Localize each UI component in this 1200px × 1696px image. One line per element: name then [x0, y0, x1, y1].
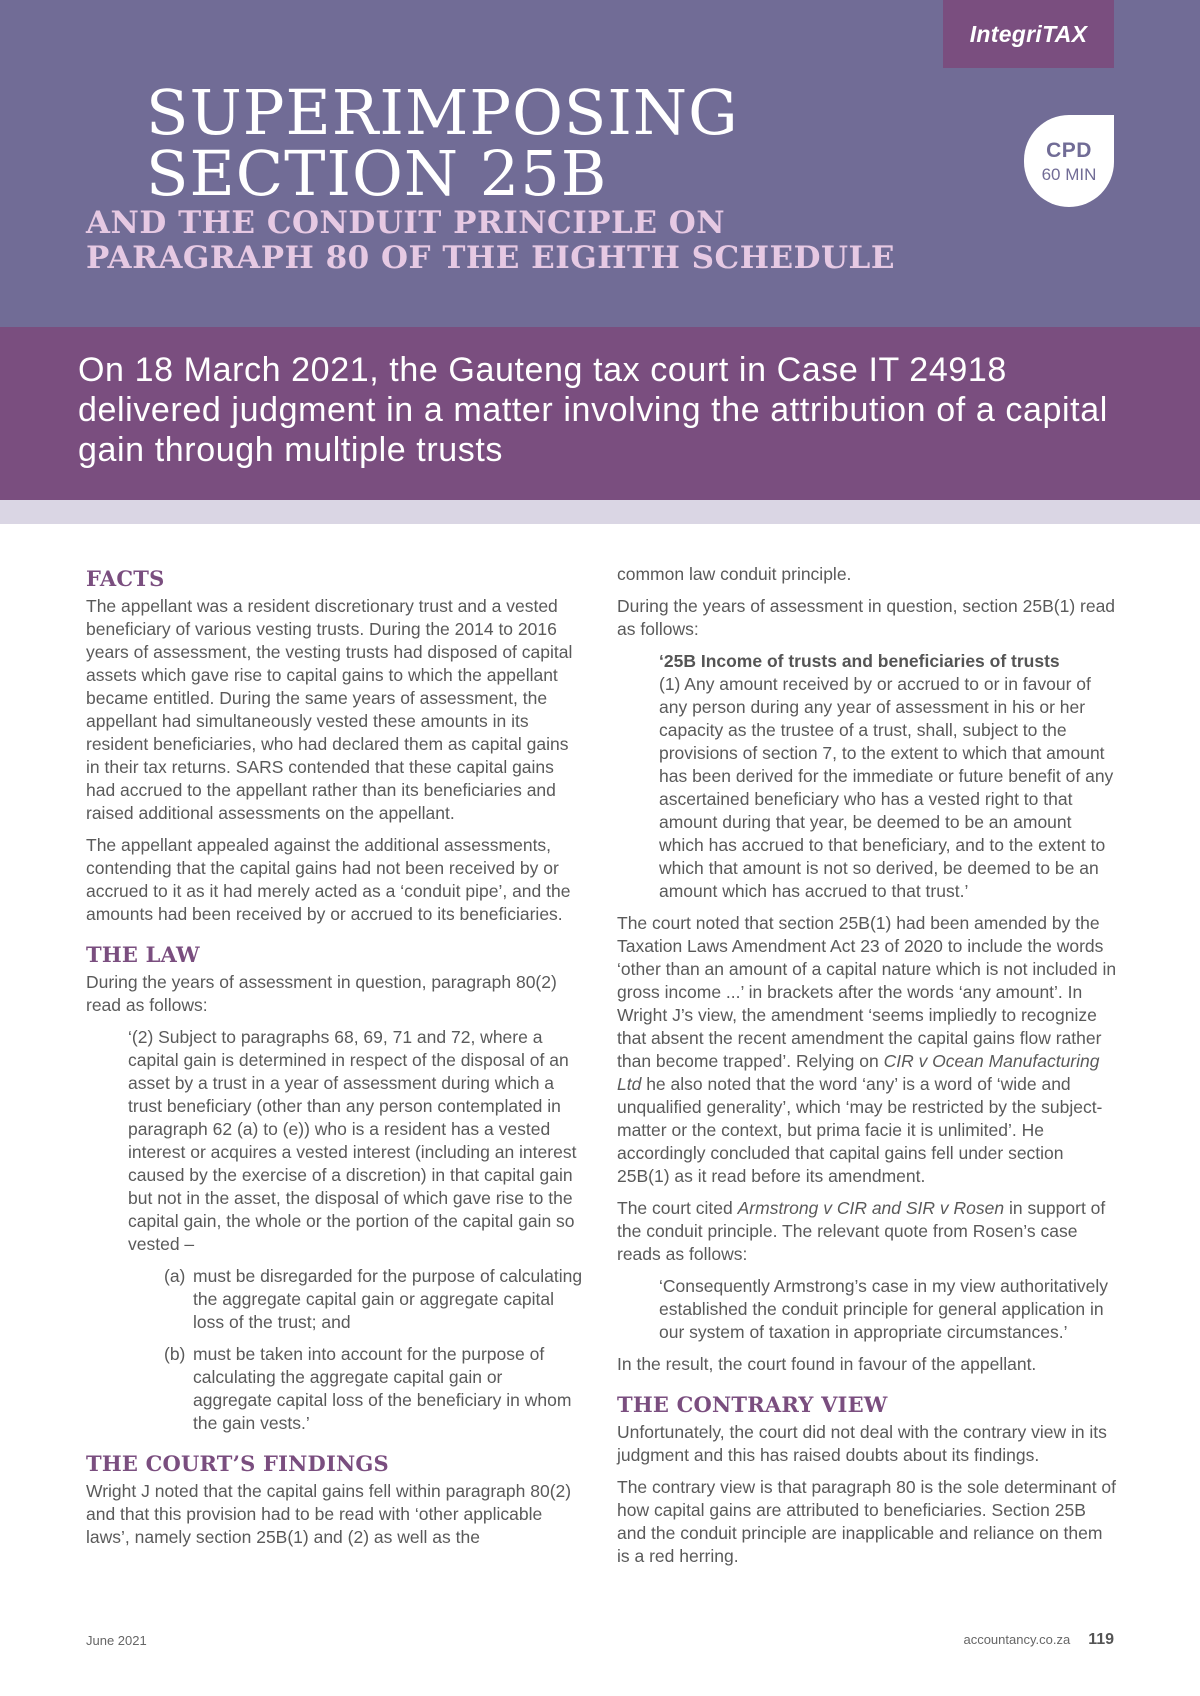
- section-25b-quote-title: ‘25B Income of trusts and beneficiaries of trusts: [659, 651, 1060, 671]
- facts-heading: FACTS: [86, 566, 165, 591]
- rosen-quote: ‘Consequently Armstrong’s case in my view authoritatively established the conduit principle for general application in our system of taxation in appropriate circumstances.’: [659, 1276, 1109, 1342]
- contrary-heading: THE CONTRARY VIEW: [617, 1392, 888, 1417]
- amendment-text-2: he also noted that the word ‘any’ is a word of ‘wide and unqualified generality’, which ‘may be restricted by the subject-matter or the context, but prima facie it is unlimited’. He accordingly concluded that capital gains fell under section 25B(1) as it read before its amendment.: [617, 1074, 1103, 1186]
- conduit-text-2: in support of the conduit principle. The relevant quote from Rosen’s case reads as follows:: [617, 1198, 1106, 1264]
- contrary-paragraph-2: The contrary view is that paragraph 80 is the sole determinant of how capital gains are attributed to beneficiaries. Section 25B and the conduit principle are inapplicable and reliance on them is a red herring.: [617, 1477, 1117, 1566]
- law-quote: ‘(2) Subject to paragraphs 68, 69, 71 and 72, where a capital gain is determined in respect of the disposal of an asset by a trust in a year of assessment during which a trust beneficiary (other than any person contemplated in paragraph 62 (a) to (e)) who is a resident has a vested interest or acquires a vested interest (including an interest caused by the exercise of a discretion) in that capital gain but not in the asset, the disposal of which gave rise to the capital gain, the whole or the portion of the capital gain so vested –: [128, 1027, 577, 1254]
- article-title: [146, 76, 739, 210]
- conduit-text-1: The court cited: [617, 1198, 738, 1218]
- findings-paragraph-1: Wright J noted that the capital gains fell within paragraph 80(2) and that this provision had to be read with ‘other applicable laws’, namely section 25B(1) and (2) as well as the: [86, 1481, 572, 1547]
- conduit-paragraph: [617, 1197, 1117, 1266]
- contrary-paragraph-1: Unfortunately, the court did not deal with the contrary view in its judgment and this has raised doubts about its findings.: [617, 1422, 1107, 1465]
- law-item-b-text: must be taken into account for the purpose of calculating the aggregate capital gain or aggregate capital loss of the beneficiary in whom the gain vests.’: [193, 1344, 572, 1433]
- cpd-duration: 60 MIN: [1041, 165, 1097, 184]
- ocean-manufacturing-case: CIR v Ocean Manufacturing Ltd: [617, 1051, 1100, 1094]
- law-item-b: [164, 1343, 586, 1435]
- footer-date: June 2021: [86, 1633, 147, 1648]
- standfirst-banner: [0, 327, 1200, 500]
- amendment-paragraph: [617, 912, 1117, 1188]
- law-item-a: [164, 1265, 586, 1334]
- footer-site: accountancy.co.za: [963, 1632, 1071, 1647]
- separator-band: [0, 500, 1200, 524]
- armstrong-rosen-cases: Armstrong v CIR and SIR v Rosen: [737, 1198, 1005, 1218]
- header-banner: [0, 0, 1200, 327]
- page-number: 119: [1088, 1631, 1114, 1648]
- left-column: [86, 563, 586, 1558]
- section-25b-quote: [659, 650, 1117, 903]
- subtitle-line-1: AND THE CONDUIT PRINCIPLE ON: [86, 205, 726, 241]
- title-line-2: SECTION 25B: [146, 137, 608, 210]
- result-paragraph: In the result, the court found in favour of the appellant.: [617, 1354, 1037, 1374]
- amendment-text-1: The court noted that section 25B(1) had been amended by the Taxation Laws Amendment Act 23 of 2020 to include the words ‘other than an amount of a capital nature which is not included in gross income ...’ in brackets after the words ‘any amount’. In Wright J’s view, the amendment ‘seems impliedly to recognize that absent the recent amendment the capital gains flow rather than become trapped’. Relying on: [617, 913, 1117, 1071]
- section-25b-intro: During the years of assessment in question, section 25B(1) read as follows:: [617, 596, 1116, 639]
- footer-right: [963, 1631, 1114, 1649]
- brand-logo: IntegriTAX: [943, 0, 1114, 68]
- facts-paragraph-2: The appellant appealed against the additional assessments, contending that the capital gains had not been received by or accrued to it as it had merely acted as a ‘conduit pipe’, and the amounts had been received by or accrued to its beneficiaries.: [86, 835, 571, 924]
- findings-heading: THE COURT’S FINDINGS: [86, 1451, 389, 1476]
- section-25b-quote-body: (1) Any amount received by or accrued to or in favour of any person during any year of assessment in his or her capacity as the trustee of a trust, shall, subject to the provisions of section 7, to the extent to which that amount has been derived for the immediate or future benefit of any ascertained beneficiary who has a vested right to that amount during that year, be deemed to be an amount which has accrued to that beneficiary, and to the extent to which that amount is not so derived, be deemed to be an amount which has accrued to that trust.’: [659, 674, 1114, 901]
- subtitle-line-2: PARAGRAPH 80 OF THE EIGHTH SCHEDULE: [86, 240, 895, 276]
- law-item-b-label: (b): [164, 1344, 186, 1364]
- law-item-a-text: must be disregarded for the purpose of calculating the aggregate capital gain or aggregate capital loss of the trust; and: [193, 1266, 583, 1332]
- cpd-badge: [1024, 115, 1114, 207]
- article-subtitle: [86, 206, 895, 276]
- cpd-label: CPD: [1046, 139, 1092, 162]
- law-paragraph-1: During the years of assessment in question, paragraph 80(2) read as follows:: [86, 972, 557, 1015]
- law-heading: THE LAW: [86, 942, 200, 967]
- standfirst-text: On 18 March 2021, the Gauteng tax court in Case IT 24918 delivered judgment in a matter involving the attribution of a capital gain through multiple trusts: [78, 351, 1108, 469]
- title-line-1: SUPERIMPOSING: [146, 76, 739, 149]
- law-item-a-label: (a): [164, 1266, 186, 1286]
- continuation-text: common law conduit principle.: [617, 564, 852, 584]
- facts-paragraph-1: The appellant was a resident discretionary trust and a vested beneficiary of various vesting trusts. During the 2014 to 2016 years of assessment, the vesting trusts had disposed of capital assets which gave rise to capital gains to which the appellant became entitled. During the same years of assessment, the appellant had simultaneously vested these amounts in its resident beneficiaries, who had declared them as capital gains in their tax returns. SARS contended that these capital gains had accrued to the appellant rather than its beneficiaries and raised additional assessments on the appellant.: [86, 596, 573, 823]
- right-column: [617, 563, 1117, 1577]
